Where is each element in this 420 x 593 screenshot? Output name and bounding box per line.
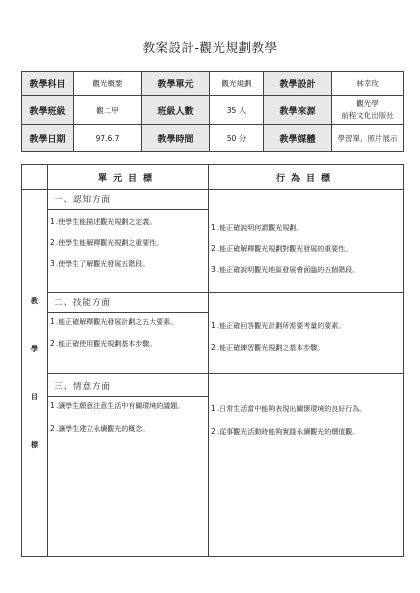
behavior-goals-header: 行為目標	[209, 165, 404, 190]
skill-unit-cell	[48, 293, 209, 374]
side-char-1: 教	[31, 297, 38, 305]
corner-cell	[22, 165, 48, 190]
unit-label: 教學單元	[142, 72, 210, 96]
subject-value: 觀光概要	[74, 72, 142, 96]
list-item: 3.使學生了解觀光發展五階段。	[50, 259, 150, 268]
list-item: 1.日常生活當中能夠表現出關懷環境的良好行為。	[211, 404, 367, 413]
subject-label: 教學科目	[22, 72, 74, 96]
affective-behavior-cell	[209, 374, 404, 557]
count-value: 35 人	[210, 96, 264, 125]
affective-title: 三、情意方面	[54, 382, 112, 392]
list-item: 2.能正確練習觀光規劃之基本步驟。	[211, 343, 325, 352]
class-label: 教學班級	[22, 96, 74, 125]
designer-value: 林幸玫	[332, 72, 404, 96]
list-item: 1.使學生能描述觀光規劃之定義。	[50, 217, 157, 226]
cognitive-unit-cell	[48, 190, 209, 293]
count-label: 班級人數	[142, 96, 210, 125]
skill-behavior-cell	[209, 293, 404, 374]
media-label: 教學媒體	[264, 125, 332, 152]
media-value: 學習單、照片展示	[332, 125, 404, 152]
time-label: 教學時間	[142, 125, 210, 152]
skill-title: 二、技能方面	[54, 298, 112, 308]
unit-goals-header: 單元目標	[48, 165, 209, 190]
source-value	[332, 96, 404, 125]
date-label: 教學日期	[22, 125, 74, 152]
list-item: 2.從事觀光活動時能夠實踐永續觀光的價值觀。	[211, 427, 360, 436]
list-item: 2.讓學生建立永續觀光的概念。	[50, 424, 150, 433]
designer-label: 教學設計	[264, 72, 332, 96]
source-label: 教學來源	[264, 96, 332, 125]
source-line-1: 觀光學	[356, 99, 379, 108]
list-item: 2.能正確使用觀光規劃基本步驟。	[50, 339, 157, 348]
list-item: 1.讓學生願意注意生活中有關環境的議題。	[50, 401, 185, 410]
list-item: 2.能正確解釋觀光規劃對觀光發展的重要性。	[211, 244, 353, 253]
date-value: 97.6.7	[74, 125, 142, 152]
list-item: 1.能正確回答觀光計劃所需要考量的要素。	[211, 321, 346, 330]
cognitive-behavior-cell	[209, 190, 404, 293]
objectives-side-label	[22, 190, 48, 557]
class-value: 觀二甲	[74, 96, 142, 125]
objectives-table	[21, 164, 404, 557]
page-title: 教案設計-觀光規劃教學	[142, 40, 278, 55]
unit-value: 觀光規劃	[210, 72, 264, 96]
list-item: 1.能正確說明何謂觀光規劃。	[211, 223, 304, 232]
side-char-4: 標	[31, 441, 38, 449]
side-char-2: 學	[31, 345, 38, 353]
source-line-2: 前程文化出版社	[341, 111, 394, 120]
side-char-3: 目	[31, 393, 38, 401]
lesson-info-table	[21, 71, 404, 152]
list-item: 2.使學生能解釋觀光規劃之重要性。	[50, 238, 164, 247]
list-item: 3.能正確說明觀光地區發展會面臨的五個階段。	[211, 265, 360, 274]
time-value: 50 分	[210, 125, 264, 152]
cognitive-title: 一、認知方面	[54, 195, 112, 205]
list-item: 1.能正確解釋觀光發展計劃之五大要素。	[50, 317, 178, 326]
affective-unit-cell	[48, 374, 209, 557]
